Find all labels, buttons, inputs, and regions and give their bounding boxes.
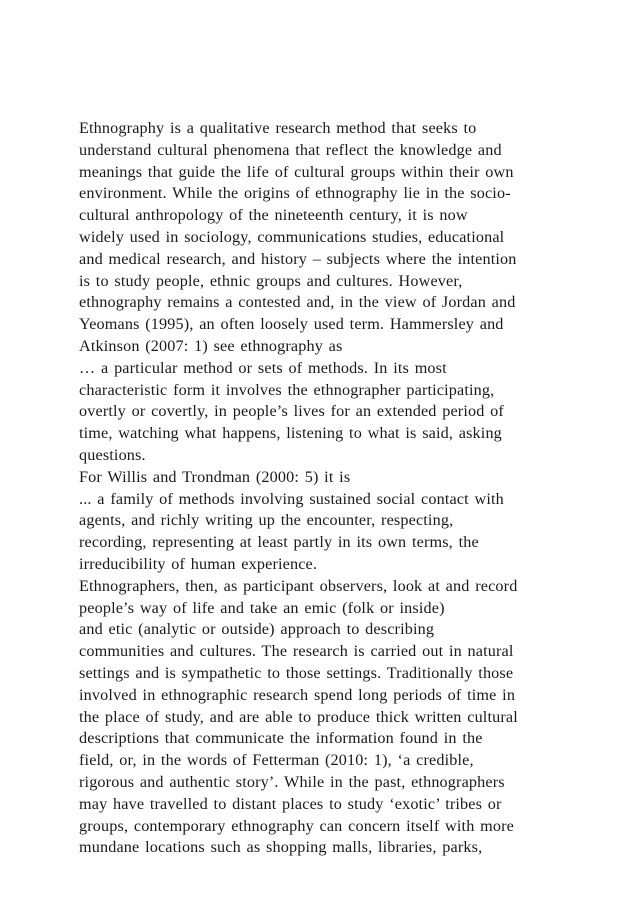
text-line: communities and cultures. The research is carried out in natural — [79, 642, 514, 661]
text-line: For Willis and Trondman (2000: 5) it is — [79, 467, 351, 486]
text-line: people’s way of life and take an emic (folk or inside) — [79, 598, 445, 617]
quote-line: irreducibility of human experience. — [79, 554, 318, 573]
quote-line: agents, and richly writing up the encounter, respecting, — [79, 511, 454, 530]
text-line: understand cultural phenomena that reflect the knowledge and — [79, 140, 502, 159]
text-line: ethnography remains a contested and, in the view of Jordan and — [79, 293, 516, 312]
text-line: Yeomans (1995), an often loosely used term. Hammersley and — [79, 315, 504, 334]
quote-line: characteristic form it involves the ethnographer participating, — [79, 380, 495, 399]
text-line: widely used in sociology, communications studies, educational — [79, 227, 505, 246]
text-line: Ethnography is a qualitative research method that seeks to — [79, 119, 477, 137]
quote-line: … a particular method or sets of methods. In its most — [79, 358, 447, 377]
text-line: the place of study, and are able to produce thick written cultural — [79, 707, 518, 726]
text-line: is to study people, ethnic groups and cultures. However, — [79, 271, 463, 290]
quote-line: time, watching what happens, listening to what is said, asking — [79, 424, 502, 443]
text-line: Atkinson (2007: 1) see ethnography as — [79, 336, 343, 355]
quote-line: recording, representing at least partly in its own terms, the — [79, 533, 479, 552]
text-line: settings and is sympathetic to those settings. Traditionally those — [79, 663, 514, 682]
quote-line: overtly or covertly, in people’s lives for an extended period of — [79, 402, 504, 421]
text-line: field, or, in the words of Fetterman (2010: 1), ‘a credible, — [79, 751, 474, 770]
text-line: cultural anthropology of the nineteenth century, it is now — [79, 206, 468, 225]
body-text — [79, 118, 569, 859]
text-line: environment. While the origins of ethnography lie in the socio- — [79, 184, 511, 203]
text-line: mundane locations such as shopping malls, libraries, parks, — [79, 838, 483, 857]
text-line: involved in ethnographic research spend long periods of time in — [79, 685, 516, 704]
text-line: and etic (analytic or outside) approach to describing — [79, 620, 435, 639]
text-line: and medical research, and history – subjects where the intention — [79, 249, 517, 268]
text-line: may have travelled to distant places to study ‘exotic’ tribes or — [79, 794, 502, 813]
text-line: rigorous and authentic story’. While in the past, ethnographers — [79, 772, 505, 791]
text-line: Ethnographers, then, as participant observers, look at and record — [79, 576, 518, 595]
text-line: groups, contemporary ethnography can concern itself with more — [79, 816, 514, 835]
quote-line: questions. — [79, 445, 146, 464]
text-line: meanings that guide the life of cultural groups within their own — [79, 162, 514, 181]
text-line: descriptions that communicate the information found in the — [79, 729, 483, 748]
quote-line: ... a family of methods involving sustained social contact with — [79, 489, 504, 508]
